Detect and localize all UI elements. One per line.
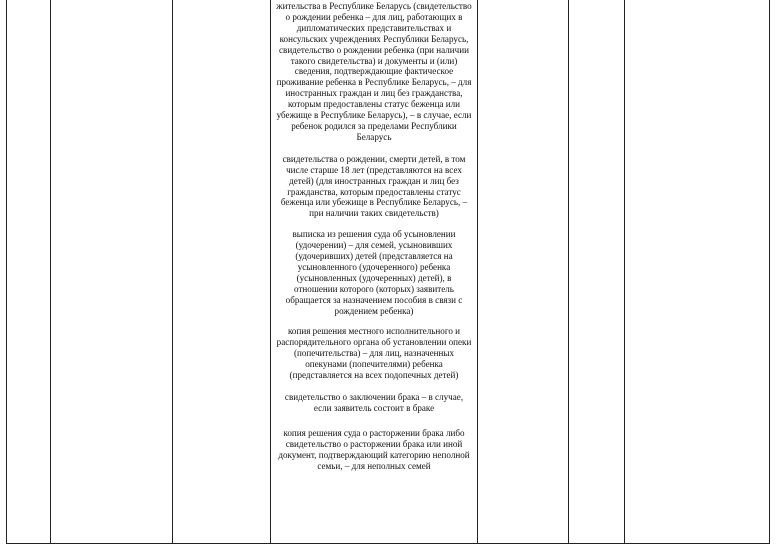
table-cell-col-3 [173,0,271,544]
table-cell-col-6 [569,0,625,544]
document-paragraph: выписка из решения суда об усыновлении (удочерении) – для семей, усыновивших (удочеривших) детей (представляется на усыновленного (удочеренного) ребенка (усыновленных (удочеренных) детей), в отношении которого (которых) заявитель обращается за назначением пособия в связи с рождением ребенка) [285,229,463,316]
document-paragraph: жительства в Республике Беларусь (свидетельство о рождении ребенка – для лиц, работающих в дипломатических представительствах и консульских учреждениях Республики Беларусь, свидетельство о рождении ребенка (при наличии такого свидетельства) и документы и (или) сведения, подтверждающие фактическое проживание ребенка в Республике Беларусь, – для иностранных граждан и лиц без гражданства, которым предоставлены статус беженца или убежище в Республике Беларусь), – в случае, если ребенок родился за пределами Республики Беларусь [276,1,472,142]
document-paragraph: свидетельства о рождении, смерти детей, в том числе старше 18 лет (представляются на всех детей) (для иностранных граждан и лиц без гражданства, которым предоставлены статус беженца или убежище в Республике Беларусь, – при наличии таких свидетельств) [280,153,468,219]
table-cell-documents [271,0,478,544]
table-cell-col-1 [7,0,51,544]
document-paragraph: копия решения местного исполнительного и распорядительного органа об установлении опеки (попечительства) – для лиц, назначенных опекунами (попечителями) ребенка (представляется на всех подопечных детей) [276,326,472,381]
table-cell-col-2 [51,0,173,544]
table-cell-col-5 [478,0,569,544]
document-paragraph: свидетельство о заключении брака – в случае, если заявитель состоит в браке [284,392,464,413]
document-paragraph: копия решения суда о расторжении брака либо свидетельство о расторжении брака или иной документ, подтверждающий категорию неполной семьи, – для неполных семей [278,427,470,471]
table-row [7,0,770,544]
documents-list [271,0,477,471]
document-table [6,0,770,544]
table-cell-col-7 [625,0,770,544]
